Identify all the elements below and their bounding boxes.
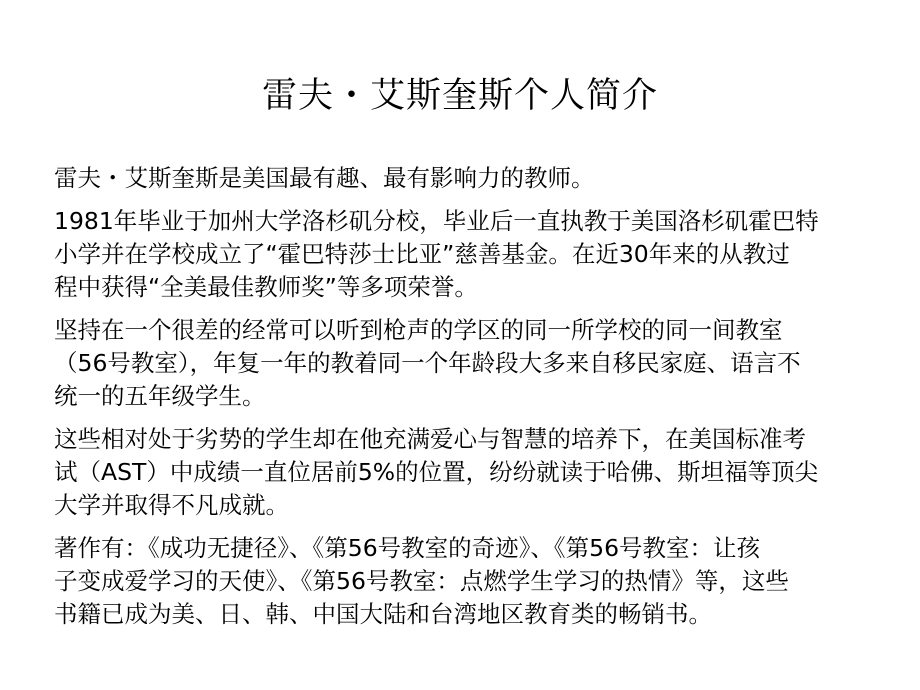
slide-title: 雷夫・艾斯奎斯个人简介 xyxy=(261,76,658,116)
paragraph-classroom xyxy=(54,314,874,413)
text-line: 大学并取得不凡成就。 xyxy=(54,491,289,519)
text-line: 书籍已成为美、日、韩、中国大陆和台湾地区教育类的畅销书。 xyxy=(54,600,712,628)
text-line: 雷夫・艾斯奎斯是美国最有趣、最有影响力的教师。 xyxy=(54,164,595,192)
text-line: 坚持在一个很差的经常可以听到枪声的学区的同一所学校的同一间教室 xyxy=(54,316,783,344)
text-line: 程中获得“全美最佳教师奖”等多项荣誉。 xyxy=(54,273,478,301)
text-line: 1981年毕业于加州大学洛杉矶分校，毕业后一直执教于美国洛杉矶霍巴特 xyxy=(54,207,819,235)
text-line: 子变成爱学习的天使》、《第56号教室：点燃学生学习的热情》等，这些 xyxy=(54,567,789,595)
paragraph-achievements xyxy=(54,423,874,522)
text-line: 著作有：《成功无捷径》、《第56号教室的奇迹》、《第56号教室：让孩 xyxy=(54,534,761,562)
text-line: 统一的五年级学生。 xyxy=(54,382,266,410)
text-line: 试（AST）中成绩一直位居前5%的位置，纷纷就读于哈佛、斯坦福等顶尖 xyxy=(54,458,819,486)
paragraph-books xyxy=(54,532,874,631)
paragraph-intro xyxy=(54,162,874,195)
paragraph-career xyxy=(54,205,874,304)
text-line: 这些相对处于劣势的学生却在他充满爱心与智慧的培养下，在美国标准考 xyxy=(54,425,806,453)
text-line: 小学并在学校成立了“霍巴特莎士比亚”慈善基金。在近30年来的从教过 xyxy=(54,240,790,268)
slide-body xyxy=(54,162,874,641)
text-line: （56号教室），年复一年的教着同一个年龄段大多来自移民家庭、语言不 xyxy=(54,349,801,377)
